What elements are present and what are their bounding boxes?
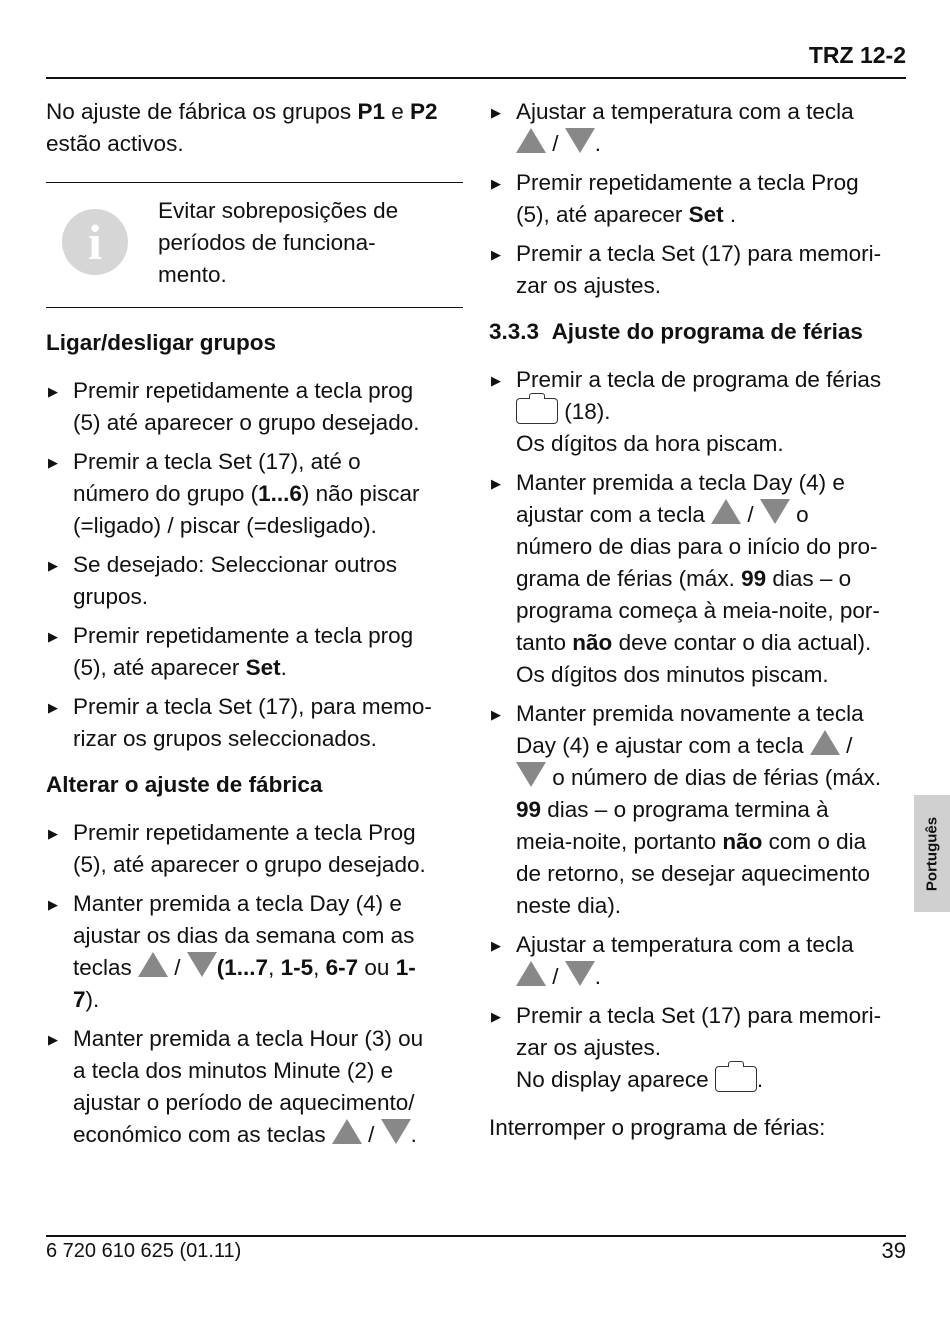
- bullet-icon: ▶: [48, 384, 58, 399]
- bullet-icon: ▶: [491, 1009, 501, 1024]
- bullet-icon: ▶: [48, 700, 58, 715]
- intro-line-1: No ajuste de fábrica os grupos P1 e P2: [46, 99, 438, 124]
- list-item: ▶ Premir a tecla Set (17), até o número do grupo (1...6) não piscar (=ligado) / piscar (=desligado).: [48, 449, 420, 538]
- list-item: ▶ Premir a tecla Set (17), para memo- rizar os grupos seleccionados.: [48, 694, 432, 751]
- down-arrow-key-icon: [187, 952, 217, 977]
- list-item: ▶ Ajustar a temperatura com a tecla / .: [491, 932, 854, 989]
- left-column: [46, 96, 466, 160]
- bullet-icon: ▶: [491, 707, 501, 722]
- page-number: 39: [881, 1238, 906, 1263]
- heading-factory: Alterar o ajuste de fábrica: [46, 772, 323, 797]
- bullet-icon: ▶: [491, 476, 501, 491]
- up-arrow-key-icon: [516, 961, 546, 986]
- list-item: ▶ Premir repetidamente a tecla Prog (5), até aparecer o grupo desejado.: [48, 820, 426, 877]
- bullet-icon: ▶: [48, 629, 58, 644]
- document-number: 6 720 610 625 (01.11): [46, 1240, 242, 1262]
- list-item: ▶ Ajustar a temperatura com a tecla / .: [491, 99, 854, 156]
- language-tab: Português: [914, 795, 950, 912]
- holiday-key-icon: [516, 398, 558, 424]
- intro-line-2: estão activos.: [46, 131, 184, 156]
- bullet-icon: ▶: [491, 247, 501, 262]
- down-arrow-key-icon: [381, 1119, 411, 1144]
- down-arrow-key-icon: [565, 961, 595, 986]
- list-item: ▶ Premir a tecla de programa de férias (18). Os dígitos da hora piscam.: [491, 367, 882, 456]
- header-title: TRZ 12-2: [808, 42, 906, 68]
- bullet-icon: ▶: [491, 176, 501, 191]
- footer-rule: [46, 1235, 906, 1237]
- bullet-icon: ▶: [48, 1032, 58, 1047]
- closing-text: Interromper o programa de férias:: [489, 1115, 826, 1140]
- holiday-symbol-icon: [715, 1066, 757, 1092]
- list-item: ▶ Manter premida a tecla Hour (3) ou a tecla dos minutos Minute (2) e ajustar o período de aquecimento/ económico com as teclas / .: [48, 1026, 424, 1147]
- list-item: ▶ Manter premida novamente a tecla Day (4) e ajustar com a tecla / o número de dias de férias (máx. 99 dias – o programa termina à meia-noite, portanto não com o dia de retorno, se desejar aquecimento neste dia).: [491, 701, 882, 918]
- list-item: ▶ Premir repetidamente a tecla prog (5), até aparecer Set.: [48, 623, 414, 680]
- bullet-icon: ▶: [48, 826, 58, 841]
- right-column: [489, 96, 909, 1144]
- list-item: ▶ Premir a tecla Set (17) para memori- zar os ajustes. No display aparece .: [491, 1003, 882, 1092]
- note-text: Evitar sobreposições de períodos de funciona- mento.: [158, 198, 399, 287]
- bullet-icon: ▶: [491, 373, 501, 388]
- list-item: ▶ Premir repetidamente a tecla Prog (5), até aparecer Set .: [491, 170, 859, 227]
- down-arrow-key-icon: [760, 499, 790, 524]
- up-arrow-key-icon: [516, 128, 546, 153]
- bullet-icon: ▶: [48, 455, 58, 470]
- up-arrow-key-icon: [810, 730, 840, 755]
- list-item: ▶ Manter premida a tecla Day (4) e ajustar com a tecla / o número de dias para o início do pro- grama de férias (máx. 99 dias – o programa começa à meia-noite, por- tanto não deve contar o dia actual). Os dígitos dos minutos piscam.: [491, 470, 880, 687]
- list-item: ▶ Premir a tecla Set (17) para memori- zar os ajustes.: [491, 241, 882, 298]
- up-arrow-key-icon: [332, 1119, 362, 1144]
- list-item: ▶ Se desejado: Seleccionar outros grupos.: [48, 552, 397, 609]
- info-note: [46, 182, 463, 308]
- down-arrow-key-icon: [516, 762, 546, 787]
- header-rule: [46, 77, 906, 79]
- down-arrow-key-icon: [565, 128, 595, 153]
- up-arrow-key-icon: [138, 952, 168, 977]
- left-column-lower: [46, 327, 466, 1151]
- bullet-icon: ▶: [48, 897, 58, 912]
- bullet-icon: ▶: [48, 558, 58, 573]
- up-arrow-key-icon: [711, 499, 741, 524]
- list-item: ▶ Premir repetidamente a tecla prog (5) até aparecer o grupo desejado.: [48, 378, 420, 435]
- list-item: ▶ Manter premida a tecla Day (4) e ajustar os dias da semana com as teclas / (1...7, 1-5, 6-7 ou 1- 7).: [48, 891, 416, 1012]
- bullet-icon: ▶: [491, 105, 501, 120]
- info-icon: i: [62, 209, 128, 275]
- bullet-icon: ▶: [491, 938, 501, 953]
- heading-groups: Ligar/desligar grupos: [46, 330, 277, 355]
- section-heading: 3.3.3 Ajuste do programa de férias: [489, 319, 863, 344]
